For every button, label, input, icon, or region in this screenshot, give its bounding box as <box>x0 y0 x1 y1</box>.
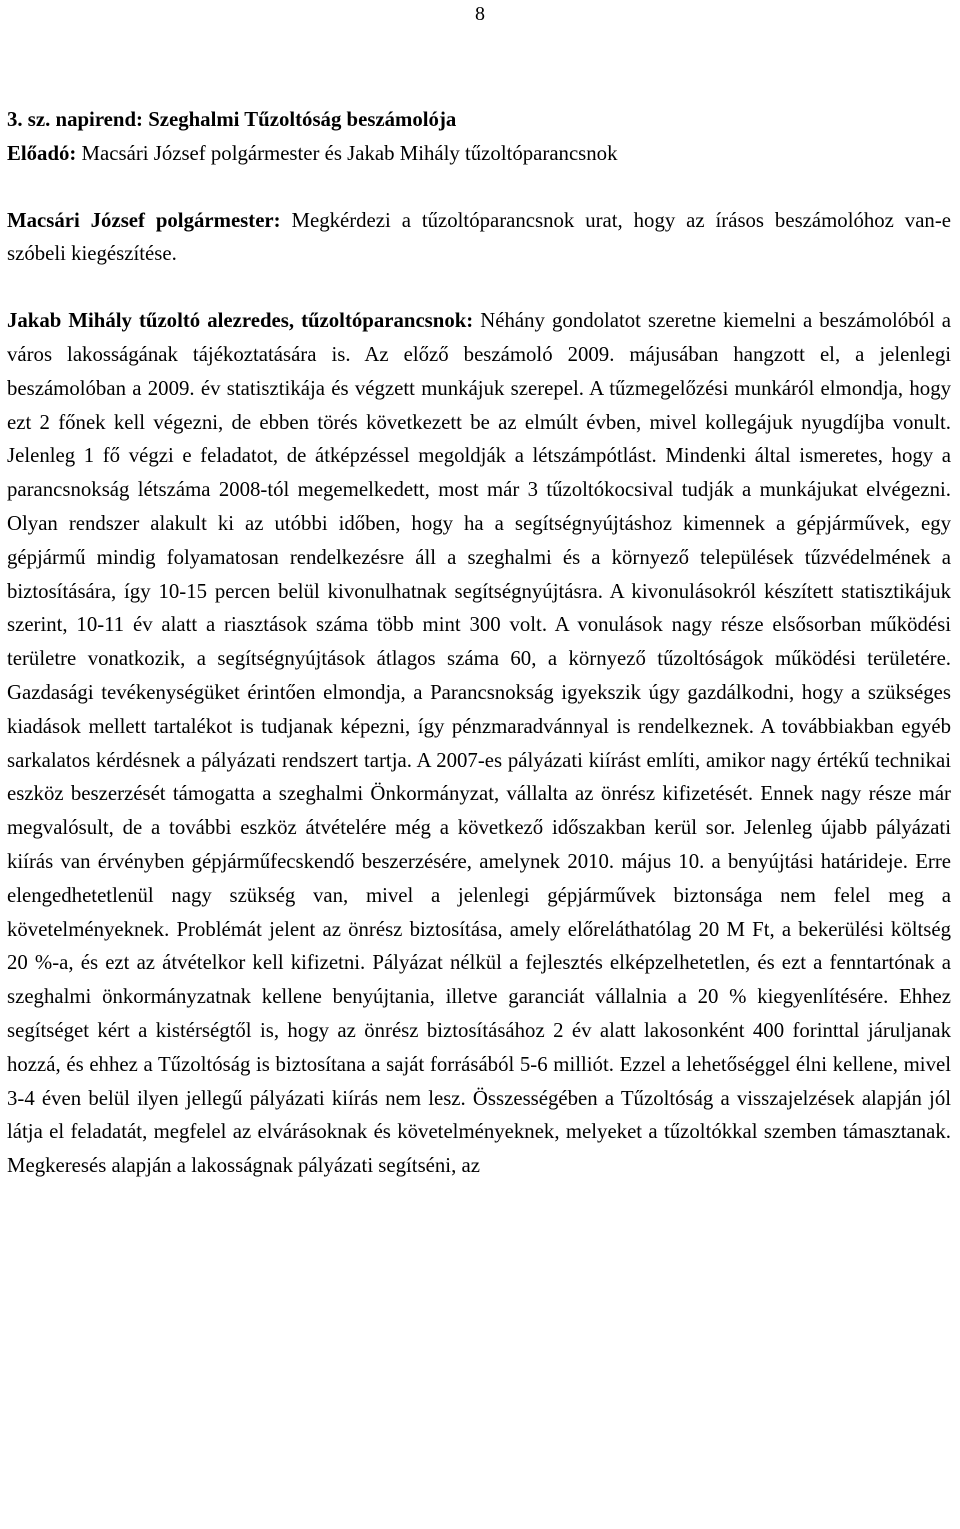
agenda-title <box>7 103 951 137</box>
commander-speaker: Jakab Mihály tűzoltó alezredes, tűzoltóparancsnok: <box>7 309 474 333</box>
document-body <box>7 103 951 1183</box>
mayor-text: Megkérdezi a tűzoltóparancsnok urat, hogy az írásos beszámolóhoz van-e szóbeli kiegészítése. <box>7 208 951 266</box>
agenda-title-prefix: 3. sz. napirend: <box>7 108 143 131</box>
presenter-label: Előadó: <box>7 141 77 165</box>
mayor-statement <box>7 204 951 272</box>
agenda-title-text: Szeghalmi Tűzoltóság beszámolója <box>148 108 457 131</box>
mayor-speaker: Macsári József polgármester: <box>7 208 281 232</box>
commander-statement <box>7 304 951 1183</box>
paragraph-gap <box>7 271 951 304</box>
agenda-presenter <box>7 137 951 171</box>
commander-text: Néhány gondolatot szeretne kiemelni a beszámolóból a város lakosságának tájékoztatására is. Az előző beszámoló 2009. májusában hangzott el, a jelenlegi beszámolóban a 2009. év statisztikája és végzett munkájuk szerepel. A tűzmegelőzési munkáról elmondja, hogy ezt 2 főnek kell végezni, de ebben törés következett be az elmúlt évben, mivel kollegájuk nyugdíjba vonult. Jelenleg 1 fő végzi e feladatot, de átképzéssel megoldják a létszámpótlást. Mindenki által ismeretes, hogy a parancsnokság létszáma 2008-tól megemelkedett, most már 3 tűzoltókocsival tudják a munkájukat elvégezni. Olyan rendszer alakult ki az utóbbi időben, hogy ha a segítségnyújtáshoz kimennek a gépjárművek, egy gépjármű mindig folyamatosan rendelkezésre áll a szeghalmi és a környező települések tűzvédelmének a biztosítására, így 10-15 percen belül kivonulhatnak segítségnyújtásra. A kivonulásokról készített statisztikájuk szerint, 10-11 év alatt a riasztások száma több mint 300 volt. A vonulások nagy része elsősorban működési területre vonatkozik, a segítségnyújtások átlagos száma 60, a környező tűzoltóságok működési területére. Gazdasági tevékenységüket érintően elmondja, a Parancsnokság igyekszik úgy gazdálkodni, hogy a szükséges kiadások mellett tartalékot is tudjanak képezni, így pénzmaradvánnyal is rendelkeznek. A továbbiakban egyéb sarkalatos kérdésnek a pályázati rendszert tartja. A 2007-es pályázati kiírást említi, amikor nagy értékű technikai eszköz beszerzését támogatta a szeghalmi Önkormányzat, vállalta az önrész kifizetését. Ennek nagy része már megvalósult, de a további eszköz átvételére még a következő időszakban kerül sor. Jelenleg újabb pályázati kiírás van érvényben gépjárműfecskendő beszerzésére, amelynek 2010. május 10. a benyújtási határideje. Erre elengedhetetlenül nagy szükség van, mivel a jelenlegi gépjárművek biztonsága nem felel meg a követelményeknek. Problémát jelent az önrész biztosítása, amely előreláthatólag 20 M Ft, a bekerülési költség 20 %-a, és ezt az átvételkor kell kifizetni. Pályázat nélkül a fejlesztés elképzelhetetlen, és ezt a fenntartónak a szeghalmi önkormányzatnak kellene benyújtania, illetve garanciát vállalnia a 20 % kiegyenlítésére. Ehhez segítséget kért a kistérségtől is, hogy az önrész biztosításához 2 év alatt lakosonként 400 forinttal járuljanak hozzá, és ehhez a Tűzoltóság is biztosítana a saját forrásából 5-6 milliót. Ezzel a lehetőséggel élni kellene, mivel 3-4 éven belül ilyen jellegű pályázati kiírás nem lesz. Összességében a Tűzoltóság a visszajelzések alapján jól látja el feladatát, megfelel az elvárásoknak és követelményeknek, melyeket a tűzoltókkal szemben támasztanak. Megkeresés alapján a lakosságnak pályázati segítséni, az <box>7 309 952 1178</box>
paragraph-gap <box>7 171 951 204</box>
presenter-names: Macsári József polgármester és Jakab Mihály tűzoltóparancsnok <box>81 141 618 165</box>
page-number: 8 <box>475 3 485 25</box>
